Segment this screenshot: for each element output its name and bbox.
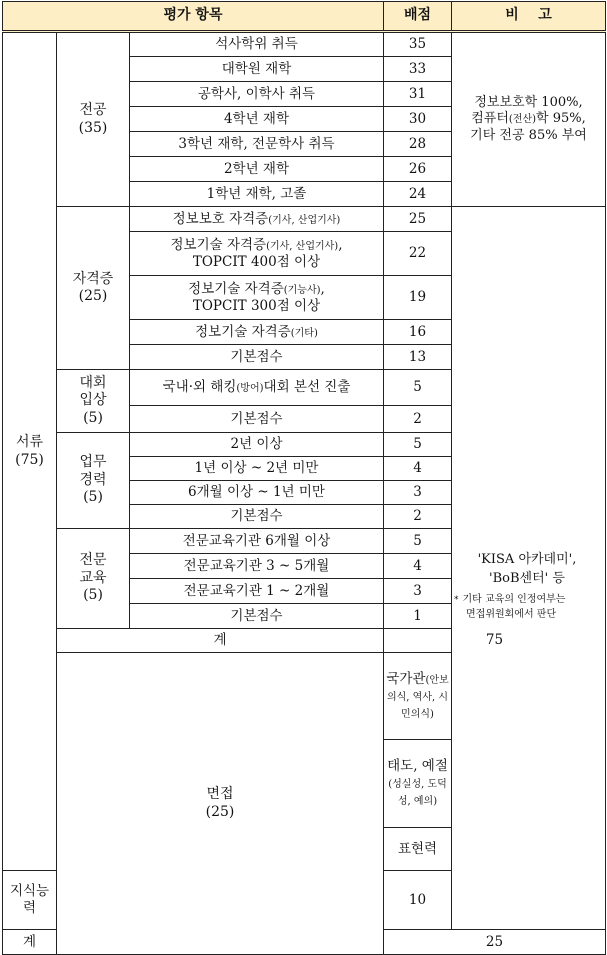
item-main-b: 대회 본선 진출 — [263, 379, 351, 396]
subcategory-major-label: 전공 — [79, 102, 107, 118]
item-score: 30 — [384, 107, 452, 132]
item-text — [384, 653, 452, 740]
item-score: 33 — [384, 57, 452, 82]
edu-note-small1: 기타 교육의 인정여부는 — [462, 593, 566, 605]
edu-note-small — [452, 592, 602, 623]
item-text — [130, 370, 384, 406]
edu-note-line1: 'KISA 아카데미', — [477, 552, 577, 567]
major-note-line2b: (전산) — [508, 114, 537, 126]
evaluation-table-container — [2, 1, 606, 955]
item-score: 24 — [384, 182, 452, 207]
item-score: 25 — [384, 207, 452, 232]
item-sub: (기사, 산업기사) — [266, 240, 339, 252]
documents-subtotal-label: 계 — [57, 629, 384, 653]
edu-note-line2: 'BoB센터' 등 — [489, 570, 565, 586]
item-score: 22 — [384, 232, 452, 276]
item-score: 13 — [384, 345, 452, 370]
item-text: 2학년 재학 — [130, 157, 384, 182]
item-score: 3 — [384, 579, 452, 604]
category-interview-points: (25) — [205, 803, 235, 820]
item-sub: (기능사) — [283, 284, 321, 296]
item-main: 정보기술 자격증 — [195, 323, 291, 340]
category-documents-label: 서류 — [15, 434, 44, 451]
asterisk-icon: * — [454, 594, 459, 605]
subcategory-cert-label: 자격증 — [72, 270, 114, 287]
subcategory-cert-points: (25) — [78, 288, 108, 304]
item-score: 35 — [384, 32, 452, 57]
item-text: 기본점수 — [130, 505, 384, 529]
item-sub: (방어) — [236, 383, 264, 395]
subcategory-career-label-2: 경력 — [79, 471, 107, 488]
item-text — [130, 232, 384, 276]
subcategory-major — [57, 32, 130, 207]
item-main-a: 국내·외 해킹 — [162, 379, 237, 396]
major-note-line2c: 학 95%, — [536, 111, 586, 127]
item-score: 3 — [384, 481, 452, 505]
category-interview-label: 면접 — [206, 786, 234, 803]
item-text: 전문교육기관 6개월 이상 — [130, 529, 384, 554]
documents-subtotal-score: 75 — [384, 629, 606, 653]
category-documents-total: (75) — [15, 451, 44, 468]
subcategory-edu-label-2: 교육 — [79, 569, 107, 586]
item-main: 정보기술 자격증 — [188, 280, 284, 297]
documents-subtotal-row — [3, 629, 606, 653]
subcategory-contest — [57, 370, 130, 433]
table-row — [3, 32, 606, 57]
header-item: 평가 항목 — [3, 2, 384, 32]
item-score: 28 — [384, 132, 452, 157]
major-note-line1: 정보보호학 100%, — [474, 95, 583, 111]
item-text — [130, 207, 384, 232]
edu-note — [452, 551, 602, 622]
major-note-line2a: 컴퓨터 — [471, 111, 509, 127]
major-note — [452, 32, 606, 207]
item-score: 26 — [384, 157, 452, 182]
header-score: 배점 — [384, 2, 452, 32]
category-interview — [57, 653, 384, 955]
subcategory-cert — [57, 207, 130, 370]
item-text — [384, 740, 452, 827]
edu-note-small2: 면접위원회에서 판단 — [466, 609, 557, 621]
item-sub: (기사, 산업기사) — [268, 214, 341, 226]
item-main: 정보기술 자격증 — [170, 236, 267, 253]
item-text: 표현력 — [384, 827, 452, 871]
item-score: 19 — [384, 276, 452, 320]
item-sub-end: , — [320, 280, 325, 297]
subcategory-edu — [57, 529, 130, 629]
item-main: 태도, 예절 — [387, 758, 448, 775]
item-text — [130, 276, 384, 320]
item-text: 1학년 재학, 고졸 — [130, 182, 384, 207]
item-score: 2 — [384, 406, 452, 433]
item-main: 정보보호 자격증 — [172, 210, 269, 227]
item-text: 기본점수 — [130, 604, 384, 629]
header-note: 비 고 — [452, 2, 606, 32]
item-text: 4학년 재학 — [130, 107, 384, 132]
item-sub-end: , — [338, 236, 343, 253]
item-score: 4 — [384, 554, 452, 579]
item-text: 6개월 이상 ~ 1년 미만 — [130, 481, 384, 505]
subcategory-career-points: (5) — [83, 489, 103, 506]
subcategory-career — [57, 433, 130, 529]
subcategory-major-points: (35) — [78, 119, 108, 136]
item-text: 공학사, 이학사 취득 — [130, 82, 384, 107]
header-row — [3, 2, 606, 32]
item-score: 5 — [384, 433, 452, 457]
subcategory-contest-points: (5) — [83, 409, 103, 426]
item-text: 석사학위 취득 — [130, 32, 384, 57]
interview-subtotal-label: 계 — [3, 930, 57, 955]
item-score: 2 — [384, 505, 452, 529]
item-score: 16 — [384, 320, 452, 345]
item-text: 2년 이상 — [130, 433, 384, 457]
table-row — [3, 207, 606, 232]
subcategory-contest-label-1: 대회 — [79, 374, 107, 391]
interview-subtotal-score: 25 — [384, 930, 606, 955]
item-text: 1년 이상 ~ 2년 미만 — [130, 457, 384, 481]
item-text: 기본점수 — [130, 345, 384, 370]
item-text: 전문교육기관 3 ~ 5개월 — [130, 554, 384, 579]
subcategory-edu-points: (5) — [83, 587, 103, 604]
category-documents — [3, 32, 57, 871]
item-text: 대학원 재학 — [130, 57, 384, 82]
item-text — [130, 320, 384, 345]
evaluation-criteria-table — [2, 1, 606, 955]
subcategory-contest-label-2: 입상 — [79, 392, 107, 409]
subcategory-edu-label-1: 전문 — [79, 552, 107, 569]
major-note-line3: 기타 전공 85% 부여 — [470, 127, 587, 143]
item-main: 국가관 — [386, 670, 426, 687]
note-empty — [452, 207, 606, 871]
item-score: 5 — [384, 370, 452, 406]
item-score: 10 — [384, 871, 452, 930]
item-sub: (기타) — [290, 327, 318, 339]
item-text: 3학년 재학, 전문학사 취득 — [130, 132, 384, 157]
item-text: 지식능력 — [3, 871, 57, 930]
item-text: 전문교육기관 1 ~ 2개월 — [130, 579, 384, 604]
item-extra: TOPCIT 400점 이상 — [192, 253, 321, 270]
subcategory-career-label-1: 업무 — [79, 454, 107, 471]
item-score: 4 — [384, 457, 452, 481]
item-sub: (안보의식, 역사, 시민의식) — [386, 674, 449, 720]
item-score: 5 — [384, 529, 452, 554]
item-score: 1 — [384, 604, 452, 629]
item-extra: TOPCIT 300점 이상 — [192, 297, 321, 314]
item-text: 기본점수 — [130, 406, 384, 433]
item-score: 31 — [384, 82, 452, 107]
item-sub: (성실성, 도덕성, 예의) — [388, 778, 447, 807]
